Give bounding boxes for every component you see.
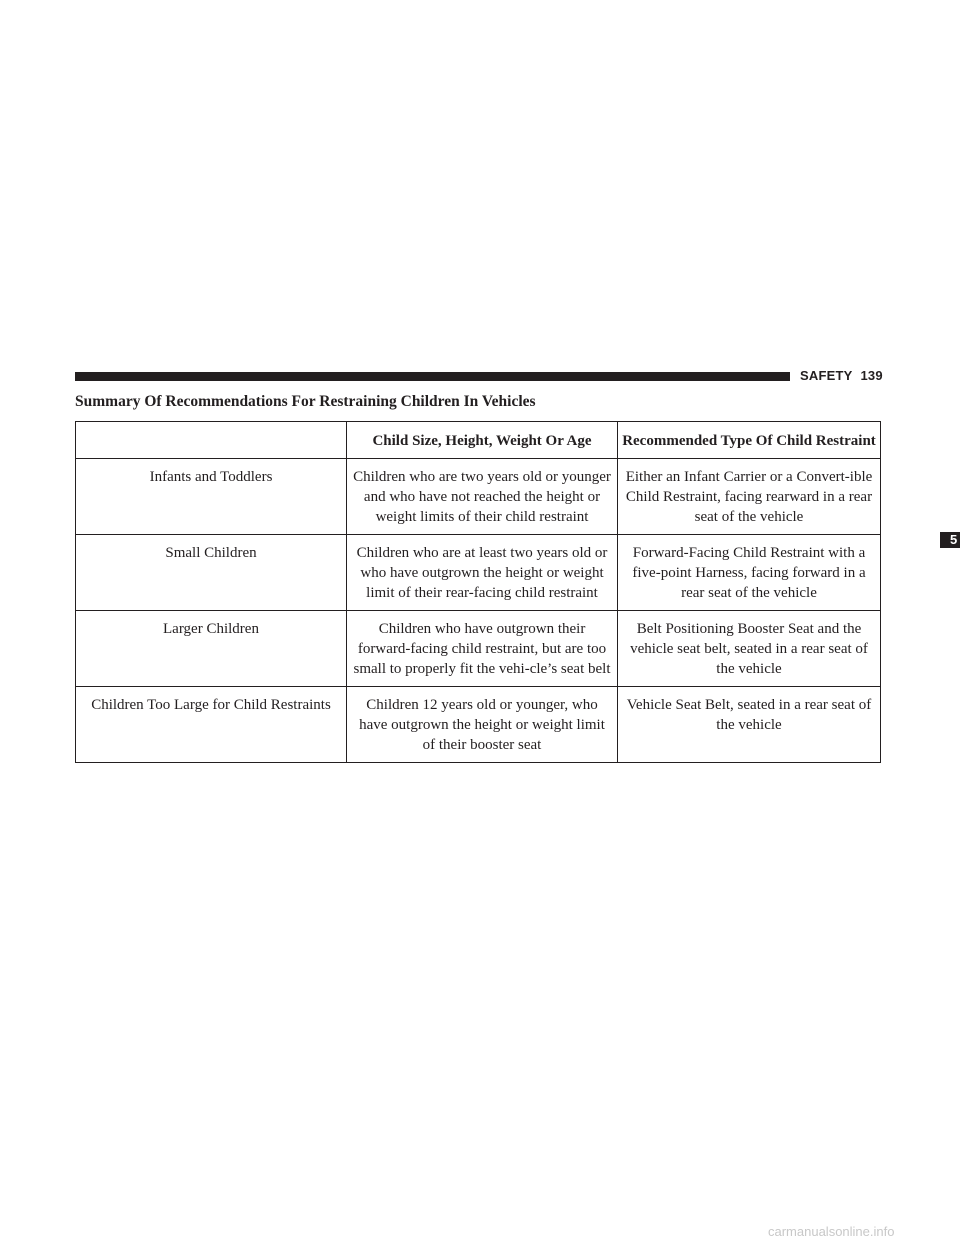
chapter-tab <box>940 532 960 548</box>
cell-size: Children who are two years old or younger and who have not reached the height or weight limits of their child restraint <box>347 459 618 535</box>
cell-category: Small Children <box>165 545 257 561</box>
table-row <box>76 611 881 687</box>
running-header <box>800 368 883 383</box>
cell-restraint: Vehicle Seat Belt, seated in a rear seat of the vehicle <box>618 687 881 763</box>
cell-restraint: Either an Infant Carrier or a Convert-ible Child Restraint, facing rearward in a rear seat of the vehicle <box>618 459 881 535</box>
cell-size: Children who are at least two years old or who have outgrown the height or weight limit of their rear-facing child restraint <box>347 535 618 611</box>
cell-category: Children Too Large for Child Restraints <box>91 697 331 713</box>
table-row <box>76 687 881 763</box>
watermark: carmanualsonline.info <box>768 1224 895 1239</box>
column-header-restraint: Recommended Type Of Child Restraint <box>618 422 881 459</box>
table-header-row <box>76 422 881 459</box>
page-number: 139 <box>860 368 883 383</box>
table-row <box>76 535 881 611</box>
section-title: Summary Of Recommendations For Restraining Children In Vehicles <box>75 393 536 410</box>
cell-restraint: Forward-Facing Child Restraint with a five-point Harness, facing forward in a rear seat of the vehicle <box>618 535 881 611</box>
cell-size: Children who have outgrown their forward-facing child restraint, but are too small to properly fit the vehi-cle’s seat belt <box>347 611 618 687</box>
cell-category: Larger Children <box>163 621 259 637</box>
cell-size: Children 12 years old or younger, who have outgrown the height or weight limit of their booster seat <box>347 687 618 763</box>
cell-category: Infants and Toddlers <box>149 469 273 485</box>
column-header-size: Child Size, Height, Weight Or Age <box>347 422 618 459</box>
section-label: SAFETY <box>800 368 853 383</box>
chapter-number: 5 <box>950 532 958 547</box>
cell-restraint: Belt Positioning Booster Seat and the vehicle seat belt, seated in a rear seat of the vehicle <box>618 611 881 687</box>
header-rule <box>75 372 790 381</box>
column-header-category <box>76 422 347 459</box>
table-row <box>76 459 881 535</box>
recommendations-table <box>75 421 881 763</box>
